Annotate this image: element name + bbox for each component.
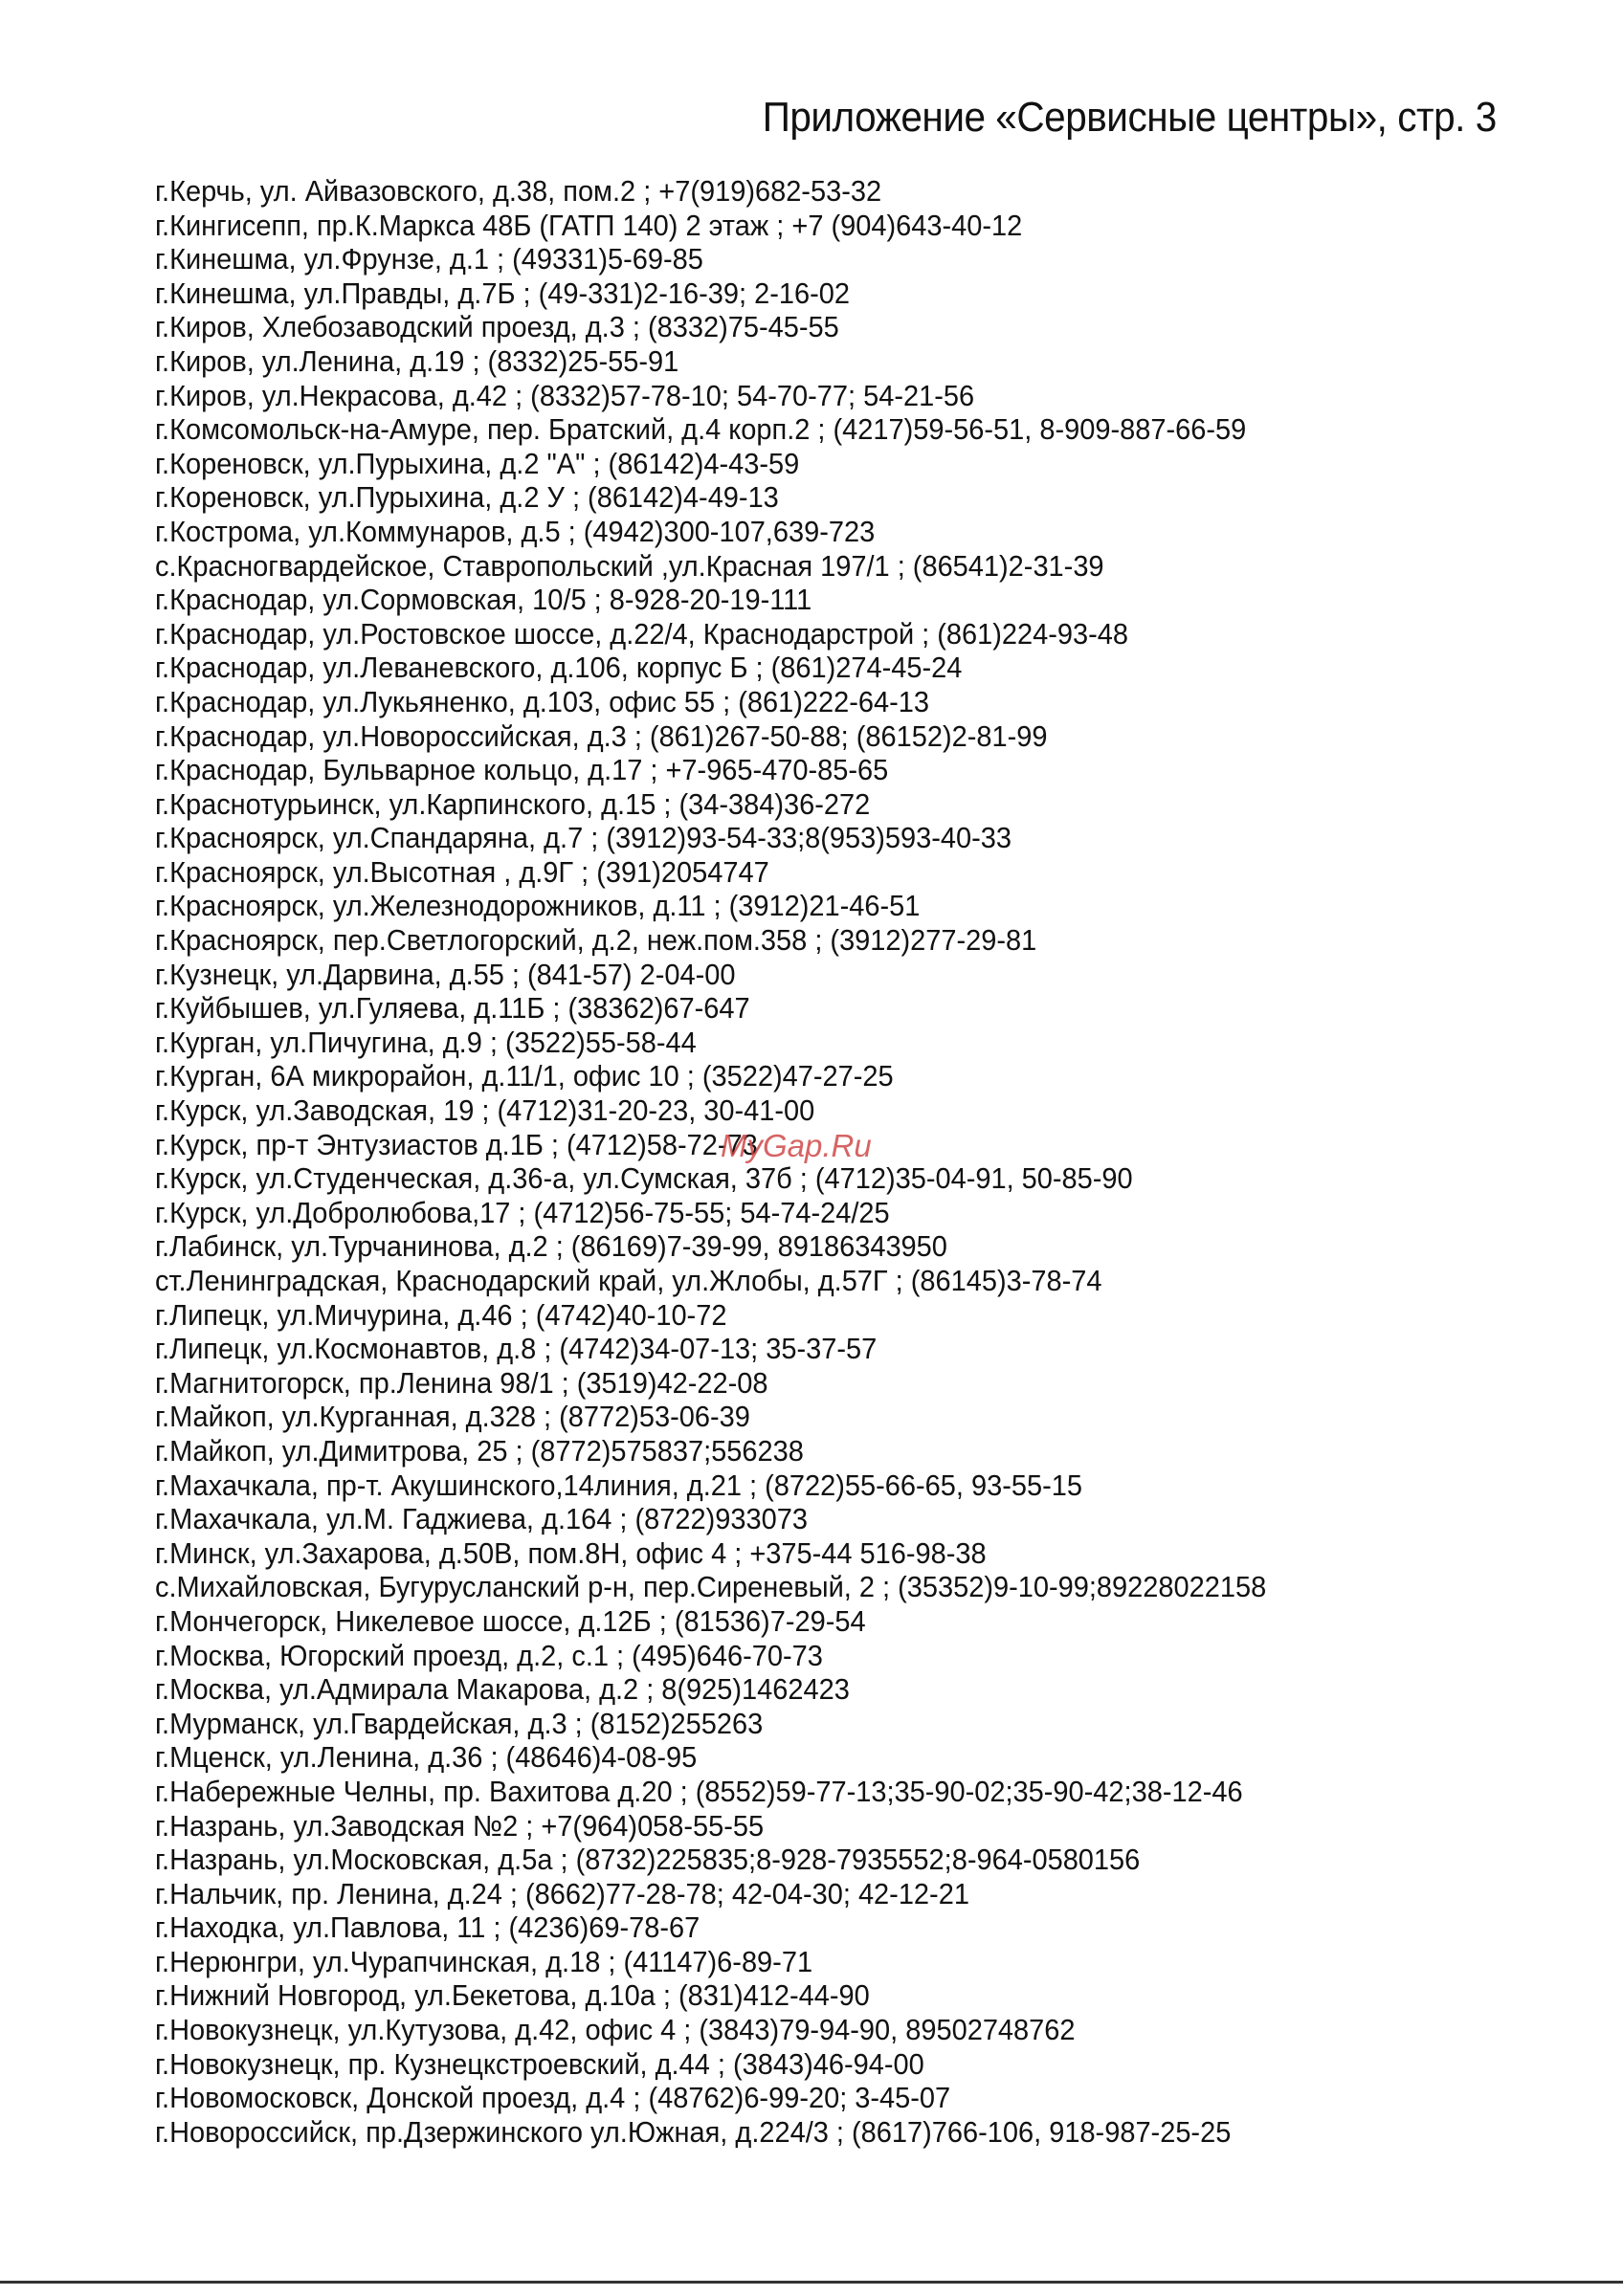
service-center-entry: г.Курск, ул.Добролюбова,17 ; (4712)56-75-55; 54-74-24/25 (155, 1196, 890, 1229)
service-center-entry: г.Мончегорск, Никелевое шоссе, д.12Б ; (81536)7-29-54 (155, 1604, 866, 1638)
service-center-entry: г.Керчь, ул. Айвазовского, д.38, пом.2 ; +7(919)682-53-32 (155, 175, 882, 208)
service-center-entry: г.Махачкала, ул.М. Гаджиева, д.164 ; (8722)933073 (155, 1503, 808, 1536)
service-center-entry: г.Курск, ул.Студенческая, д.36-а, ул.Сумская, 37б ; (4712)35-04-91, 50-85-90 (155, 1162, 1133, 1196)
service-center-entry: г.Майкоп, ул.Димитрова, 25 ; (8772)575837;556238 (155, 1434, 804, 1468)
service-center-entry: г.Краснотурьинск, ул.Карпинского, д.15 ; (34-384)36-272 (155, 787, 871, 821)
service-center-entry: г.Краснодар, ул.Сормовская, 10/5 ; 8-928-20-19-111 (155, 584, 812, 617)
service-center-entry: г.Кинешма, ул.Фрунзе, д.1 ; (49331)5-69-85 (155, 243, 703, 276)
service-center-entry: г.Красноярск, ул.Высотная , д.9Г ; (391)2054747 (155, 855, 769, 889)
service-center-entry: г.Мурманск, ул.Гвардейская, д.3 ; (8152)255263 (155, 1707, 764, 1740)
service-center-entry: г.Красноярск, ул.Железнодорожников, д.11 ; (3912)21-46-51 (155, 890, 921, 923)
service-center-entry: г.Липецк, ул.Космонавтов, д.8 ; (4742)34-07-13; 35-37-57 (155, 1333, 878, 1366)
service-center-entry: г.Комсомольск-на-Амуре, пер. Братский, д.4 корп.2 ; (4217)59-56-51, 8-909-887-66-59 (155, 413, 1247, 447)
service-center-entry: г.Новороссийск, пр.Дзержинского ул.Южная, д.224/3 ; (8617)766-106, 918-987-25-25 (155, 2115, 1232, 2149)
service-center-entry: г.Кузнецк, ул.Дарвина, д.55 ; (841-57) 2-04-00 (155, 958, 736, 991)
service-center-entry: ст.Ленинградская, Краснодарский край, ул.Жлобы, д.57Г ; (86145)3-78-74 (155, 1265, 1102, 1297)
service-center-entry: г.Киров, ул.Некрасова, д.42 ; (8332)57-78-10; 54-70-77; 54-21-56 (155, 379, 975, 412)
service-center-entry: г.Кореновск, ул.Пурыхина, д.2 У ; (86142)4-49-13 (155, 481, 779, 515)
service-center-entry: г.Липецк, ул.Мичурина, д.46 ; (4742)40-10-72 (155, 1298, 727, 1332)
service-center-entry: г.Кингисепп, пр.К.Маркса 48Б (ГАТП 140) 2 этаж ; +7 (904)643-40-12 (155, 209, 1023, 242)
bottom-divider (0, 2281, 1623, 2284)
service-center-entry: г.Набережные Челны, пр. Вахитова д.20 ; (8552)59-77-13;35-90-02;35-90-42;38-12-46 (155, 1775, 1243, 1808)
service-center-entry: г.Курган, ул.Пичугина, д.9 ; (3522)55-58-44 (155, 1026, 697, 1059)
service-center-entry: г.Минск, ул.Захарова, д.50В, пом.8Н, офис 4 ; +375-44 516-98-38 (155, 1536, 987, 1570)
service-center-entry: г.Нижний Новгород, ул.Бекетова, д.10а ; (831)412-44-90 (155, 1979, 870, 2013)
service-center-entry: с.Михайловская, Бугурусланский р-н, пер.Сиреневый, 2 ; (35352)9-10-99;89228022158 (155, 1571, 1267, 1604)
service-center-entry: г.Киров, ул.Ленина, д.19 ; (8332)25-55-91 (155, 344, 679, 378)
service-center-entry: г.Краснодар, ул.Леваневского, д.106, корпус Б ; (861)274-45-24 (155, 651, 963, 685)
service-center-entry: г.Находка, ул.Павлова, 11 ; (4236)69-78-67 (155, 1911, 700, 1945)
service-center-entry: г.Кинешма, ул.Правды, д.7Б ; (49-331)2-16-39; 2-16-02 (155, 276, 851, 310)
watermark: MyGap.Ru (721, 1128, 872, 1163)
service-center-entry: г.Курск, ул.Заводская, 19 ; (4712)31-20-23, 30-41-00 (155, 1094, 815, 1128)
service-center-entry: г.Краснодар, ул.Лукьяненко, д.103, офис 55 ; (861)222-64-13 (155, 685, 930, 718)
service-center-entry: г.Новомосковск, Донской проезд, д.4 ; (48762)6-99-20; 3-45-07 (155, 2082, 951, 2115)
service-center-entry: г.Лабинск, ул.Турчанинова, д.2 ; (86169)7-39-99, 89186343950 (155, 1230, 947, 1264)
service-center-entry: г.Красноярск, пер.Светлогорский, д.2, неж.пом.358 ; (3912)277-29-81 (155, 924, 1037, 958)
service-center-entry: г.Куйбышев, ул.Гуляева, д.11Б ; (38362)67-647 (155, 992, 750, 1026)
service-center-entry: г.Майкоп, ул.Курганная, д.328 ; (8772)53-06-39 (155, 1401, 750, 1434)
service-center-entry: г.Назрань, ул.Заводская №2 ; +7(964)058-55-55 (155, 1809, 765, 1843)
service-center-entry: г.Киров, Хлебозаводский проезд, д.3 ; (8332)75-45-55 (155, 311, 839, 344)
service-center-entry: г.Нерюнгри, ул.Чурапчинская, д.18 ; (41147)6-89-71 (155, 1945, 813, 1978)
service-center-entry: г.Курган, 6А микрорайон, д.11/1, офис 10 ; (3522)47-27-25 (155, 1060, 894, 1093)
service-center-entry: г.Краснодар, ул.Новороссийская, д.3 ; (861)267-50-88; (86152)2-81-99 (155, 719, 1048, 753)
service-center-entry: г.Курск, пр-т Энтузиастов д.1Б ; (4712)58-72-73 (155, 1128, 758, 1161)
service-center-entry: г.Назрань, ул.Московская, д.5а ; (8732)225835;8-928-7935552;8-964-0580156 (155, 1843, 1141, 1877)
service-center-entry: г.Новокузнецк, пр. Кузнецкстроевский, д.44 ; (3843)46-94-00 (155, 2047, 924, 2081)
service-center-entry: г.Москва, Югорский проезд, д.2, с.1 ; (495)646-70-73 (155, 1639, 823, 1672)
service-center-entry: г.Красноярск, ул.Спандаряна, д.7 ; (3912)93-54-33;8(953)593-40-33 (155, 822, 1012, 855)
page-title: Приложение «Сервисные центры», стр. 3 (762, 94, 1497, 141)
service-center-entry: г.Новокузнецк, ул.Кутузова, д.42, офис 4 ; (3843)79-94-90, 89502748762 (155, 2014, 1076, 2047)
service-center-entry: г.Москва, ул.Адмирала Макарова, д.2 ; 8(925)1462423 (155, 1673, 850, 1707)
service-center-entry: г.Краснодар, Бульварное кольцо, д.17 ; +7-965-470-85-65 (155, 754, 889, 787)
service-center-entry: г.Нальчик, пр. Ленина, д.24 ; (8662)77-28-78; 42-04-30; 42-12-21 (155, 1877, 969, 1910)
service-center-entry: г.Мценск, ул.Ленина, д.36 ; (48646)4-08-95 (155, 1741, 698, 1775)
service-center-entry: г.Магнитогорск, пр.Ленина 98/1 ; (3519)42-22-08 (155, 1366, 768, 1400)
service-center-entry: г.Махачкала, пр-т. Акушинского,14линия, д.21 ; (8722)55-66-65, 93-55-15 (155, 1468, 1082, 1502)
service-center-entry: г.Кострома, ул.Коммунаров, д.5 ; (4942)300-107,639-723 (155, 515, 876, 548)
service-center-entry: г.Краснодар, ул.Ростовское шоссе, д.22/4, Краснодарстрой ; (861)224-93-48 (155, 617, 1129, 651)
service-center-entry: г.Кореновск, ул.Пурыхина, д.2 "А" ; (86142)4-43-59 (155, 447, 800, 480)
service-center-entry: с.Красногвардейское, Ставропольский ,ул.Красная 197/1 ; (86541)2-31-39 (155, 549, 1104, 583)
